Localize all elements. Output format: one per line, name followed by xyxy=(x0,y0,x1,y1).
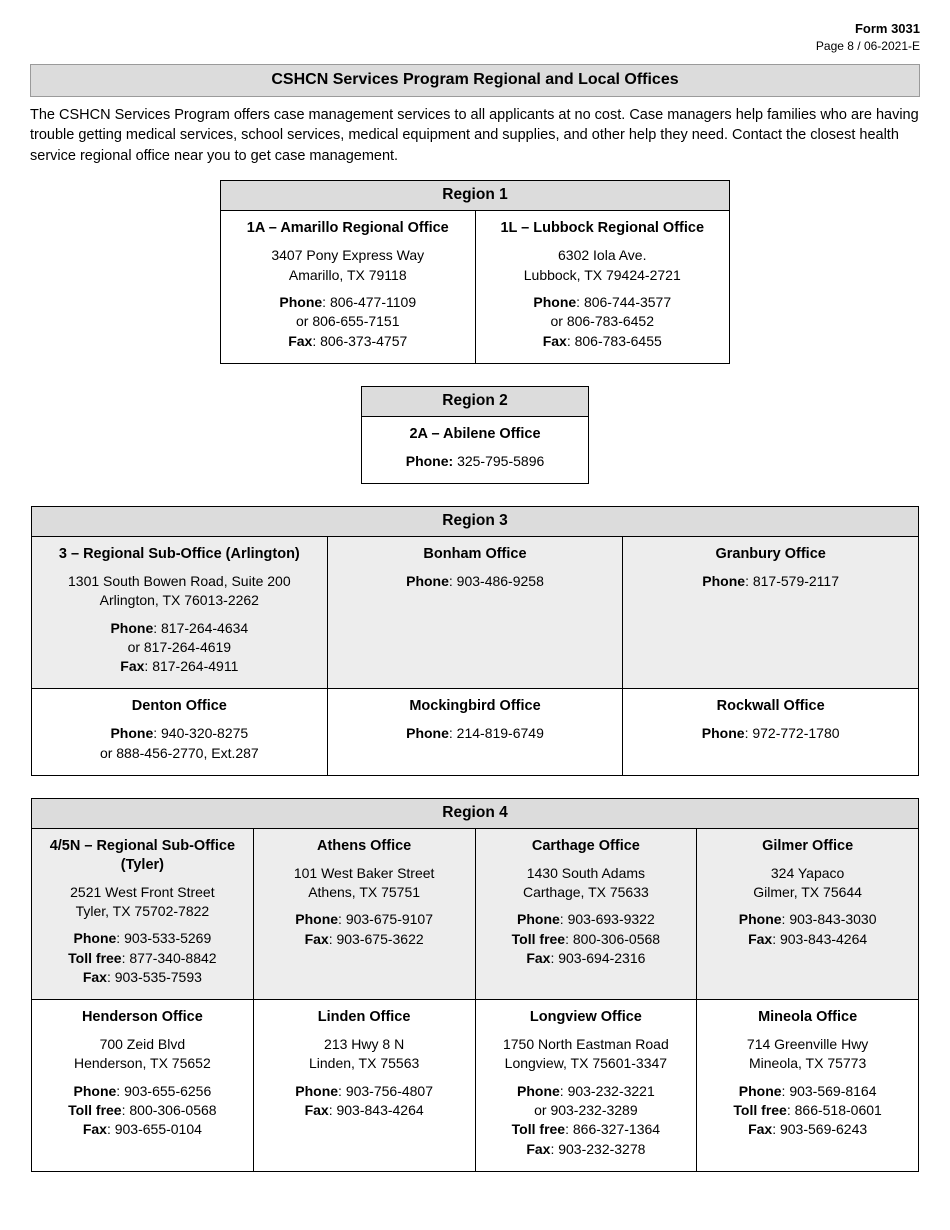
address-line: 324 Yapaco xyxy=(770,864,845,881)
phone-line: Phone: 903-756-4807 xyxy=(295,1082,433,1099)
region-3-heading: Region 3 xyxy=(32,507,919,537)
office-cell-amarillo xyxy=(221,211,476,363)
office-name: Mockingbird Office xyxy=(409,698,541,715)
tollfree-label: Toll free xyxy=(733,1101,787,1118)
office-name: 1A – Amarillo Regional Office xyxy=(246,220,449,237)
fax-label: Fax xyxy=(748,1121,773,1138)
address-line: Linden, TX 75563 xyxy=(308,1055,420,1072)
fax-value: 903-569-6243 xyxy=(779,1121,868,1138)
phone-label: Phone xyxy=(110,619,154,636)
region-4-table xyxy=(31,798,919,1172)
office-name: Gilmer Office xyxy=(762,837,854,854)
phone-line: Phone: 817-264-4634 xyxy=(110,619,249,636)
fax-line: Fax: 903-569-6243 xyxy=(748,1121,868,1138)
office-cell-carthage xyxy=(475,828,697,999)
office-cell-arlington xyxy=(32,537,328,689)
tollfree-line: Toll free: 877-340-8842 xyxy=(68,949,217,966)
document-header xyxy=(30,20,920,54)
phone-alt-line: or 903-232-3289 xyxy=(534,1101,638,1118)
fax-line: Fax: 806-373-4757 xyxy=(288,332,408,349)
office-address xyxy=(40,572,319,611)
fax-line: Fax: 903-535-7593 xyxy=(82,968,202,985)
office-address xyxy=(705,1035,910,1074)
fax-label: Fax xyxy=(82,1121,107,1138)
office-name: Mineola Office xyxy=(758,1009,858,1026)
phone-line xyxy=(370,452,580,471)
phone-label: Phone xyxy=(517,1082,560,1099)
phone-line: Phone: 903-486-9258 xyxy=(406,572,544,589)
office-cell-denton xyxy=(32,689,328,775)
address-line: Gilmer, TX 75644 xyxy=(753,884,862,901)
phone-label: Phone xyxy=(517,911,560,928)
fax-line: Fax: 806-783-6455 xyxy=(542,332,662,349)
address-line: Arlington, TX 76013-2262 xyxy=(99,592,259,609)
address-line: 1430 South Adams xyxy=(526,864,646,881)
tollfree-value: 800-306-0568 xyxy=(129,1101,217,1118)
fax-line: Fax: 903-843-4264 xyxy=(748,930,868,947)
phone-value: 817-579-2117 xyxy=(752,572,840,589)
office-name: Bonham Office xyxy=(423,546,527,563)
tollfree-value: 877-340-8842 xyxy=(129,949,217,966)
fax-value: 903-655-0104 xyxy=(114,1121,202,1138)
fax-line: Fax: 903-232-3278 xyxy=(526,1140,646,1157)
phone-label: Phone xyxy=(702,572,746,589)
phone-value: 972-772-1780 xyxy=(752,725,840,742)
fax-value: 817-264-4911 xyxy=(152,658,239,675)
office-address xyxy=(229,246,467,285)
office-cell-longview xyxy=(475,1000,697,1172)
address-line: 700 Zeid Blvd xyxy=(99,1036,186,1052)
office-cell-tyler xyxy=(32,828,254,999)
fax-line: Fax: 817-264-4911 xyxy=(120,658,239,675)
office-cell-mineola xyxy=(697,1000,919,1172)
address-line: 1301 South Bowen Road, Suite 200 xyxy=(68,572,291,589)
phone-label: Phone xyxy=(279,293,323,310)
fax-label: Fax xyxy=(748,930,773,947)
phone-alt-line: or 806-783-6452 xyxy=(550,313,655,330)
office-name: Athens Office xyxy=(316,837,412,854)
office-name: 2A – Abilene Office xyxy=(409,425,541,442)
tollfree-label: Toll free xyxy=(511,1121,566,1138)
phone-label: Phone xyxy=(533,293,577,310)
phone-value: 806-477-1109 xyxy=(329,293,417,310)
phone-line: Phone: 903-232-3221 xyxy=(517,1082,655,1099)
office-name: Granbury Office xyxy=(715,546,826,563)
phone-label: Phone xyxy=(73,1082,117,1099)
phone-value: 903-232-3221 xyxy=(567,1082,655,1099)
phone-line: Phone: 817-579-2117 xyxy=(702,572,840,589)
phone-line: Phone: 806-477-1109 xyxy=(279,293,417,310)
fax-value: 806-373-4757 xyxy=(320,332,408,349)
address-line: 3407 Pony Express Way xyxy=(271,247,425,264)
fax-label: Fax xyxy=(82,968,107,985)
address-line: 101 West Baker Street xyxy=(293,864,435,881)
fax-line: Fax: 903-694-2316 xyxy=(526,950,646,966)
address-line: 6302 Iola Ave. xyxy=(558,247,647,264)
office-cell-mockingbird xyxy=(327,689,623,775)
fax-label: Fax xyxy=(542,332,567,349)
office-address xyxy=(40,883,245,922)
region-1-heading: Region 1 xyxy=(221,181,730,211)
phone-value: 903-533-5269 xyxy=(124,930,212,947)
office-cell-bonham xyxy=(327,537,623,689)
phone-line: Phone: 903-675-9107 xyxy=(295,911,433,928)
form-number: Form 3031 xyxy=(854,21,920,36)
office-cell-athens xyxy=(253,828,475,999)
region-3-block xyxy=(30,506,920,776)
office-address xyxy=(484,246,722,285)
phone-line: Phone: 972-772-1780 xyxy=(701,725,840,742)
address-line: Athens, TX 75751 xyxy=(308,884,421,901)
phone-value: 817-264-4634 xyxy=(161,619,249,636)
phone-value: 903-569-8164 xyxy=(789,1082,877,1099)
phone-value: 806-744-3577 xyxy=(583,293,672,310)
fax-value: 806-783-6455 xyxy=(574,332,662,349)
fax-label: Fax xyxy=(304,1101,329,1118)
region-3-table xyxy=(31,506,919,776)
office-name: 4/5N – Regional Sub-Office (Tyler) xyxy=(49,837,236,873)
phone-line: Phone: 903-843-3030 xyxy=(738,911,877,928)
phone-line: Phone: 903-655-6256 xyxy=(73,1082,212,1099)
office-cell-gilmer xyxy=(697,828,919,999)
fax-label: Fax xyxy=(526,950,551,966)
fax-label: Fax xyxy=(526,1140,551,1157)
address-line: Carthage, TX 75633 xyxy=(522,884,649,901)
phone-value: 903-756-4807 xyxy=(345,1082,433,1099)
region-4-heading: Region 4 xyxy=(32,798,919,828)
phone-label: Phone xyxy=(295,1082,339,1099)
fax-label: Fax xyxy=(288,332,313,349)
address-line: Henderson, TX 75652 xyxy=(74,1055,211,1072)
tollfree-value: 866-327-1364 xyxy=(572,1121,661,1138)
office-address xyxy=(262,864,467,903)
region-1-table xyxy=(220,180,730,363)
tollfree-value: 800-306-0568 xyxy=(572,930,661,947)
office-cell-lubbock xyxy=(475,211,730,363)
address-line: 213 Hwy 8 N xyxy=(324,1036,405,1052)
fax-value: 903-694-2316 xyxy=(558,950,646,966)
office-cell-granbury xyxy=(623,537,919,689)
region-2-block xyxy=(30,386,920,484)
phone-value: 325-795-5896 xyxy=(457,452,545,469)
phone-line: Phone: 903-569-8164 xyxy=(738,1082,877,1099)
fax-label: Fax xyxy=(304,930,329,947)
office-name: 3 – Regional Sub-Office (Arlington) xyxy=(58,546,300,563)
tollfree-line: Toll free: 800-306-0568 xyxy=(511,930,661,947)
fax-value: 903-535-7593 xyxy=(114,968,202,985)
address-line: Amarillo, TX 79118 xyxy=(288,266,407,283)
address-line: 1750 North Eastman Road xyxy=(502,1036,669,1052)
office-address xyxy=(484,864,689,903)
address-line: Longview, TX 75601-3347 xyxy=(504,1055,668,1072)
tollfree-line: Toll free: 866-327-1364 xyxy=(511,1121,661,1138)
fax-value: 903-232-3278 xyxy=(558,1140,646,1157)
tollfree-line: Toll free: 866-518-0601 xyxy=(733,1101,882,1118)
address-line: 2521 West Front Street xyxy=(70,883,215,900)
fax-line: Fax: 903-843-4264 xyxy=(304,1101,424,1118)
office-cell-abilene xyxy=(362,416,589,483)
address-line: Tyler, TX 75702-7822 xyxy=(75,902,210,919)
office-name: Carthage Office xyxy=(531,837,640,854)
phone-value: 903-486-9258 xyxy=(456,572,544,589)
phone-value: 214-819-6749 xyxy=(456,725,544,742)
phone-line: Phone: 903-693-9322 xyxy=(517,911,655,928)
office-cell-rockwall xyxy=(623,689,919,775)
office-name: Denton Office xyxy=(131,698,227,715)
office-name: Linden Office xyxy=(317,1009,411,1026)
address-line: 714 Greenville Hwy xyxy=(746,1036,869,1052)
phone-label: Phone xyxy=(738,911,782,928)
office-name: Rockwall Office xyxy=(716,698,825,715)
fax-value: 903-675-3622 xyxy=(336,930,424,947)
phone-value: 903-693-9322 xyxy=(567,911,655,928)
page-title: CSHCN Services Program Regional and Local Offices xyxy=(30,64,920,97)
office-cell-linden xyxy=(253,1000,475,1172)
fax-value: 903-843-4264 xyxy=(336,1101,424,1118)
phone-label: Phone xyxy=(738,1082,782,1099)
office-name: 1L – Lubbock Regional Office xyxy=(500,220,705,237)
address-line: Mineola, TX 75773 xyxy=(748,1055,867,1072)
region-1-block xyxy=(30,180,920,363)
tollfree-label: Toll free xyxy=(68,1101,122,1118)
phone-value: 903-655-6256 xyxy=(124,1082,212,1099)
phone-line: Phone: 214-819-6749 xyxy=(406,725,544,742)
office-address xyxy=(40,1035,245,1074)
phone-label: Phone xyxy=(73,930,117,947)
office-address xyxy=(705,864,910,903)
office-name: Longview Office xyxy=(529,1009,642,1026)
office-address xyxy=(262,1035,467,1074)
phone-label: Phone xyxy=(701,725,745,742)
phone-label: Phone xyxy=(406,572,449,589)
phone-label: Phone xyxy=(110,725,154,742)
office-cell-henderson xyxy=(32,1000,254,1172)
tollfree-label: Toll free xyxy=(68,949,122,966)
intro-paragraph: The CSHCN Services Program offers case management services to all applicants at no cost. Case managers help families who are having trouble getting medical services, school services, medical equipment and supplies, and other help they need. Contact the closest health service regional office near you to get case management. xyxy=(30,106,919,164)
region-4-block xyxy=(30,798,920,1172)
phone-value: 940-320-8275 xyxy=(161,725,249,742)
fax-label: Fax xyxy=(120,658,145,675)
tollfree-line: Toll free: 800-306-0568 xyxy=(68,1101,217,1118)
phone-line: Phone: 940-320-8275 xyxy=(110,725,249,742)
region-2-heading: Region 2 xyxy=(362,386,589,416)
address-line: Lubbock, TX 79424-2721 xyxy=(523,266,681,283)
region-2-table xyxy=(361,386,589,484)
page-number: Page 8 / 06-2021-E xyxy=(815,38,920,53)
phone-value: 903-843-3030 xyxy=(789,911,877,928)
fax-value: 903-843-4264 xyxy=(779,930,868,947)
fax-line: Fax: 903-675-3622 xyxy=(304,930,424,947)
phone-alt-line: or 806-655-7151 xyxy=(295,313,400,330)
phone-value: 903-675-9107 xyxy=(345,911,433,928)
phone-label: Phone xyxy=(406,725,449,742)
phone-line: Phone: 806-744-3577 xyxy=(533,293,672,310)
phone-alt-line: or 817-264-4619 xyxy=(127,638,232,655)
phone-line: Phone: 903-533-5269 xyxy=(73,930,212,947)
office-name: Henderson Office xyxy=(81,1009,203,1026)
phone-alt-line: or 888-456-2770, Ext.287 xyxy=(99,744,259,761)
phone-label: Phone xyxy=(295,911,339,928)
phone-label: Phone: xyxy=(405,452,454,469)
fax-line: Fax: 903-655-0104 xyxy=(82,1121,202,1138)
tollfree-value: 866-518-0601 xyxy=(794,1101,882,1118)
office-address xyxy=(484,1035,689,1074)
tollfree-label: Toll free xyxy=(511,930,566,947)
